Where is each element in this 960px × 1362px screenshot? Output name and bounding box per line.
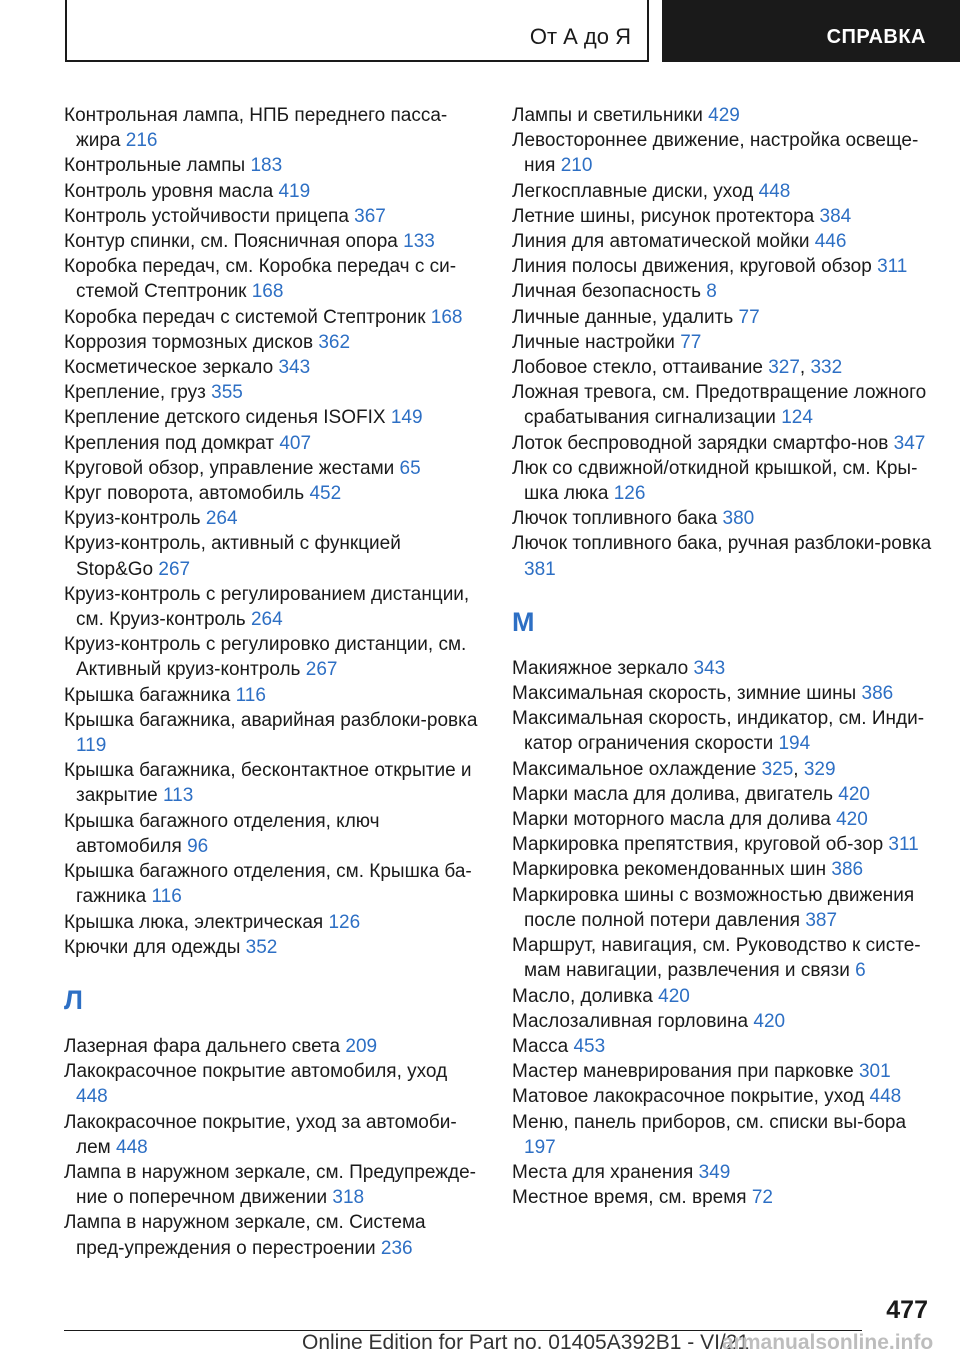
index-entry bbox=[64, 506, 478, 531]
index-term: Крышка багажника bbox=[64, 684, 231, 706]
index-entry bbox=[64, 405, 478, 430]
index-entry bbox=[512, 832, 932, 857]
index-term: Коробка передач с системой Стептроник bbox=[64, 306, 426, 328]
page-link[interactable]: 327 bbox=[768, 357, 800, 379]
page-link[interactable]: 429 bbox=[708, 105, 740, 126]
index-entry bbox=[64, 179, 478, 204]
page-link[interactable]: 209 bbox=[345, 1035, 378, 1057]
index-term: Крепление, груз bbox=[64, 382, 206, 404]
index-term: Люк со сдвижной/откидной крышкой, см. Кры-шка люка bbox=[512, 457, 918, 505]
index-term: Максимальное охлаждение bbox=[512, 758, 757, 780]
index-entry bbox=[512, 1059, 932, 1084]
page-link[interactable]: 362 bbox=[318, 331, 351, 353]
index-term: Максимальная скорость, зимние шины bbox=[512, 683, 857, 705]
page-link[interactable]: 420 bbox=[836, 809, 868, 831]
page-link[interactable]: 133 bbox=[403, 231, 435, 253]
page-link[interactable]: 352 bbox=[245, 936, 278, 958]
page-link[interactable]: 349 bbox=[698, 1161, 731, 1183]
index-entry bbox=[64, 859, 478, 909]
index-term: Максимальная скорость, индикатор, см. Инди-катор ограничения скорости bbox=[512, 708, 925, 755]
index-term: Контрольные лампы bbox=[64, 155, 246, 177]
index-entry bbox=[64, 355, 478, 380]
page-number: 477 bbox=[886, 1296, 928, 1324]
page-link[interactable]: 355 bbox=[211, 382, 243, 404]
index-term: Контроль уровня масла bbox=[64, 180, 274, 202]
page-link[interactable]: 420 bbox=[753, 1010, 786, 1032]
page-link[interactable]: 347 bbox=[893, 432, 926, 454]
index-term: Легкосплавные диски, уход bbox=[512, 180, 754, 202]
page-link[interactable]: 210 bbox=[560, 155, 593, 177]
index-term: Крышка багажного отделения, ключ автомобиля bbox=[64, 810, 380, 857]
page-link[interactable]: 448 bbox=[869, 1086, 902, 1108]
index-term: Лючок топливного бака, ручная разблоки-ровка bbox=[512, 533, 932, 555]
index-entry bbox=[64, 683, 478, 708]
index-entry bbox=[64, 380, 478, 405]
index-term: Мастер маневрирования при парковке bbox=[512, 1061, 854, 1083]
index-term: Личные данные, удалить bbox=[512, 306, 734, 328]
index-entry bbox=[512, 330, 932, 355]
index-term: Крышка багажника, бесконтактное открытие и закрытие bbox=[64, 760, 472, 807]
page-link[interactable]: 65 bbox=[399, 457, 421, 479]
index-entry bbox=[512, 782, 932, 807]
page-link[interactable]: 420 bbox=[838, 783, 870, 805]
page-link[interactable]: 96 bbox=[187, 835, 209, 857]
index-entry bbox=[512, 857, 932, 882]
index-letter-heading: Л bbox=[64, 984, 83, 1015]
index-entry bbox=[64, 1059, 478, 1109]
index-term: Крышка багажного отделения, см. Крышка ба-гажника bbox=[64, 861, 472, 908]
index-entry bbox=[512, 254, 932, 279]
index-term: Линия полосы движения, круговой обзор bbox=[512, 256, 872, 278]
page-link[interactable]: 367 bbox=[354, 205, 386, 227]
index-term: Крышка багажника, аварийная разблоки-ровка bbox=[64, 709, 478, 731]
index-entry bbox=[512, 1185, 932, 1210]
index-term: Круг поворота, автомобиль bbox=[64, 483, 305, 505]
page-link[interactable]: 216 bbox=[125, 130, 158, 152]
index-term: Круиз-контроль, активный с функцией Stop&Go bbox=[64, 533, 401, 580]
index-entry bbox=[512, 380, 932, 430]
page-link[interactable]: 77 bbox=[680, 331, 702, 353]
index-term: Масса bbox=[512, 1035, 569, 1057]
index-term: Маркировка шины с возможностью движения после полной потери давления bbox=[512, 884, 915, 931]
index-entry bbox=[512, 807, 932, 832]
index-term: Лобовое стекло, оттаивание bbox=[512, 357, 763, 379]
page-link[interactable]: 343 bbox=[278, 357, 311, 379]
page-link[interactable]: 183 bbox=[250, 155, 283, 177]
index-term: Левостороннее движение, настройка освеще-ния bbox=[512, 130, 919, 177]
index-entry bbox=[512, 229, 932, 254]
index-term: Лампы и светильники bbox=[512, 105, 703, 126]
index-term: Лоток беспроводной зарядки смартфо-нов bbox=[512, 432, 889, 454]
page-link[interactable]: 380 bbox=[722, 508, 755, 530]
index-entry bbox=[512, 656, 932, 681]
index-entry bbox=[512, 431, 932, 456]
index-entry bbox=[512, 456, 932, 506]
index-entry bbox=[64, 103, 478, 153]
index-term: Лампа в наружном зеркале, см. Система пред-упреждения о перестроении bbox=[64, 1212, 426, 1259]
page-link[interactable]: 448 bbox=[76, 1086, 108, 1108]
page-link[interactable]: 384 bbox=[819, 205, 852, 227]
index-entry bbox=[512, 1084, 932, 1109]
index-term: Летние шины, рисунок протектора bbox=[512, 205, 815, 227]
index-entry bbox=[64, 910, 478, 935]
index-entry bbox=[512, 506, 932, 531]
index-entry bbox=[64, 758, 478, 808]
index-term: Круговой обзор, управление жестами bbox=[64, 457, 395, 479]
index-term: Лампа в наружном зеркале, см. Предупрежде-ние о поперечном движении bbox=[64, 1161, 476, 1209]
index-term: Маршрут, навигация, см. Руководство к систе-мам навигации, развлечения и связи bbox=[512, 935, 921, 982]
page-link[interactable]: 126 bbox=[613, 483, 646, 505]
index-term: Масло, доливка bbox=[512, 985, 653, 1007]
page-link[interactable]: 124 bbox=[781, 407, 813, 429]
page-link[interactable]: 311 bbox=[888, 834, 919, 856]
index-entry: Максимальное охлаждение 325, 329 bbox=[512, 758, 836, 780]
index-entry bbox=[512, 305, 932, 330]
index-entry bbox=[512, 128, 932, 178]
index-entry bbox=[64, 431, 478, 456]
index-entry bbox=[64, 809, 478, 859]
index-entry bbox=[512, 1009, 932, 1034]
index-term: Крепление детского сиденья ISOFIX bbox=[64, 407, 386, 429]
index-entry bbox=[512, 706, 932, 756]
index-entry bbox=[64, 708, 478, 758]
page-link[interactable]: 301 bbox=[858, 1061, 891, 1083]
index-entry bbox=[512, 279, 932, 304]
page-link[interactable]: 267 bbox=[305, 659, 338, 681]
index-term: Контрольная лампа, НПБ переднего пасса-жира bbox=[64, 105, 448, 152]
index-entry bbox=[64, 1110, 478, 1160]
index-column-left bbox=[64, 103, 478, 1261]
footer-watermark: armanualsonline.info bbox=[722, 1331, 934, 1354]
index-column-right bbox=[512, 103, 932, 1210]
index-term: Лакокрасочное покрытие автомобиля, уход bbox=[64, 1061, 448, 1083]
footer-edition: Online Edition for Part no. 01405A392B1 - VI/21 bbox=[302, 1331, 750, 1354]
index-entry bbox=[512, 933, 932, 983]
index-entry bbox=[64, 254, 478, 304]
page-link[interactable]: 387 bbox=[805, 909, 838, 931]
index-term: Марки масла для долива, двигатель bbox=[512, 783, 833, 805]
page-link[interactable]: 264 bbox=[205, 508, 238, 530]
index-term: Круиз-контроль с регулированием дистанции, см. Круиз-контроль bbox=[64, 583, 470, 631]
index-term: Косметическое зеркало bbox=[64, 357, 274, 379]
index-entry bbox=[64, 935, 478, 960]
index-letter-heading: М bbox=[512, 606, 535, 637]
index-term: Личные настройки bbox=[512, 331, 675, 353]
index-term: Маркировка рекомендованных шин bbox=[512, 859, 827, 881]
index-entry bbox=[512, 681, 932, 706]
index-entry bbox=[64, 1210, 478, 1260]
index-entry bbox=[512, 984, 932, 1009]
index-entry bbox=[64, 330, 478, 355]
page-link[interactable]: 77 bbox=[738, 306, 760, 328]
index-entry bbox=[64, 456, 478, 481]
page-link[interactable]: 325 bbox=[761, 758, 794, 780]
index-term: Крышка люка, электрическая bbox=[64, 911, 324, 933]
index-entry bbox=[64, 204, 478, 229]
page-link[interactable]: 332 bbox=[810, 357, 843, 379]
index-entry bbox=[64, 1034, 478, 1059]
index-entry bbox=[64, 229, 478, 254]
index-term: Коррозия тормозных дисков bbox=[64, 331, 314, 353]
index-term: Контроль устойчивости прицепа bbox=[64, 205, 349, 227]
index-term: Круиз-контроль bbox=[64, 508, 201, 530]
page-link[interactable]: 119 bbox=[76, 735, 107, 757]
chapter-tab[interactable] bbox=[662, 0, 960, 62]
page-link[interactable]: 448 bbox=[116, 1136, 148, 1158]
page-link[interactable]: 236 bbox=[380, 1237, 413, 1259]
page-link[interactable]: 329 bbox=[803, 758, 836, 780]
index-term: Марки моторного масла для долива bbox=[512, 809, 831, 831]
page-link[interactable]: 420 bbox=[658, 985, 690, 1007]
page-link[interactable]: 407 bbox=[279, 432, 312, 454]
index-term: Крючки для одежды bbox=[64, 936, 241, 958]
index-term: Линия для автоматической мойки bbox=[512, 231, 810, 253]
page-link[interactable]: 318 bbox=[332, 1187, 365, 1209]
index-entry bbox=[64, 531, 478, 581]
index-entry: Лобовое стекло, оттаивание 327, 332 bbox=[512, 357, 843, 379]
section-title: От А до Я bbox=[529, 24, 631, 49]
index-entry bbox=[64, 481, 478, 506]
page-link[interactable]: 453 bbox=[573, 1035, 606, 1057]
page-link[interactable]: 267 bbox=[158, 558, 191, 580]
page-link[interactable]: 72 bbox=[751, 1187, 773, 1209]
index-term: Матовое лакокрасочное покрытие, уход bbox=[512, 1086, 865, 1108]
page-link[interactable]: 343 bbox=[693, 657, 726, 679]
page-link[interactable]: 446 bbox=[814, 231, 847, 253]
chapter-tab-label: СПРАВКА bbox=[826, 26, 926, 48]
page-link[interactable]: 381 bbox=[524, 558, 556, 580]
index-entry bbox=[64, 305, 478, 330]
page-link[interactable]: 386 bbox=[861, 683, 894, 705]
page-link[interactable]: 311 bbox=[877, 256, 908, 278]
index-term: Маркировка препятствия, круговой об-зор bbox=[512, 834, 884, 856]
index-entry bbox=[512, 1160, 932, 1185]
index-entry bbox=[512, 883, 932, 933]
page-link[interactable]: 168 bbox=[430, 306, 463, 328]
index-term: Контур спинки, см. Поясничная опора bbox=[64, 231, 398, 253]
page-link[interactable]: 264 bbox=[250, 609, 283, 631]
index-entry bbox=[512, 1034, 932, 1059]
index-entry bbox=[64, 153, 478, 178]
index-entry bbox=[64, 632, 478, 682]
index-entry bbox=[512, 204, 932, 229]
index-term: Ложная тревога, см. Предотвращение ложного срабатывания сигнализации bbox=[512, 382, 927, 429]
page-link[interactable]: 126 bbox=[328, 911, 361, 933]
index-term: Места для хранения bbox=[512, 1161, 694, 1183]
index-term: Местное время, см. время bbox=[512, 1187, 747, 1209]
section-header-box bbox=[65, 0, 649, 62]
index-term: Лакокрасочное покрытие, уход за автомоби-лем bbox=[64, 1111, 457, 1158]
index-term: Коробка передач, см. Коробка передач с си-стемой Стептроник bbox=[64, 256, 457, 303]
index-term: Круиз-контроль с регулировко дистанции, см. Активный круиз-контроль bbox=[64, 634, 467, 681]
index-entry bbox=[512, 179, 932, 204]
index-term: Меню, панель приборов, см. списки вы-бора bbox=[512, 1111, 907, 1133]
index-term: Личная безопасность bbox=[512, 281, 702, 303]
page-link[interactable]: 194 bbox=[778, 733, 811, 755]
page-link[interactable]: 113 bbox=[162, 785, 194, 807]
page-link[interactable]: 448 bbox=[758, 180, 791, 202]
page-link[interactable]: 419 bbox=[278, 180, 311, 202]
index-entry bbox=[64, 1160, 478, 1210]
index-term: Лазерная фара дальнего света bbox=[64, 1035, 341, 1057]
index-term: Маслозаливная горловина bbox=[512, 1010, 749, 1032]
index-term: Макияжное зеркало bbox=[512, 657, 689, 679]
page-link[interactable]: 452 bbox=[309, 483, 342, 505]
index-term: Крепления под домкрат bbox=[64, 432, 275, 454]
index-entry bbox=[512, 531, 932, 581]
page-link[interactable]: 386 bbox=[831, 859, 864, 881]
index-entry bbox=[512, 103, 932, 128]
page-link[interactable]: 8 bbox=[706, 281, 717, 303]
index-term: Лючок топливного бака bbox=[512, 508, 718, 530]
page-link[interactable]: 6 bbox=[855, 960, 866, 982]
page-link[interactable]: 116 bbox=[235, 684, 266, 706]
page-link[interactable]: 197 bbox=[524, 1136, 556, 1158]
page-link[interactable]: 168 bbox=[251, 281, 284, 303]
index-entry bbox=[512, 1110, 932, 1160]
index-entry bbox=[64, 582, 478, 632]
page-link[interactable]: 149 bbox=[390, 407, 423, 429]
page-link[interactable]: 116 bbox=[151, 886, 182, 908]
